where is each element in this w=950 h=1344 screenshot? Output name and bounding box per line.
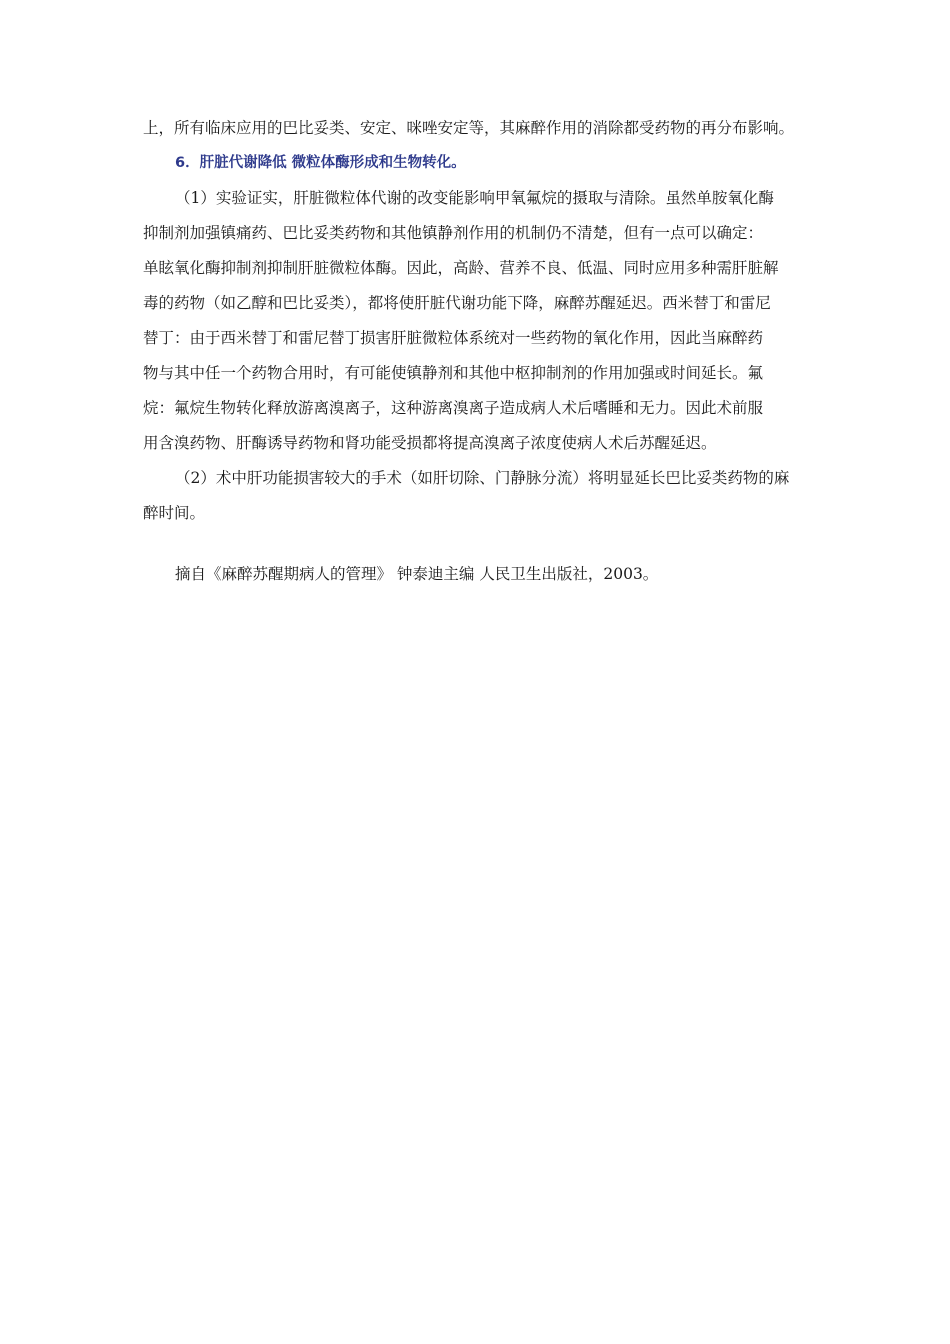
paragraph-2-line: （2）术中肝功能损害较大的手术（如肝切除、门静脉分流）将明显延长巴比妥类药物的麻 xyxy=(175,469,790,487)
paragraph-spacer xyxy=(143,540,811,566)
paragraph-1-line: 替丁：由于西米替丁和雷尼替丁损害肝脏微粒体系统对一些药物的氧化作用，因此当麻醉药 xyxy=(143,329,764,347)
paragraph-1-line: 单眩氧化酶抑制剂抑制肝脏微粒体酶。因此，高龄、营养不良、低温、同时应用多种需肝脏解 xyxy=(143,259,779,277)
paragraph-continuation: 上，所有临床应用的巴比妥类、安定、咪唑安定等，其麻醉作用的消除都受药物的再分布影响。 xyxy=(143,119,795,137)
paragraph-1-line: 烷：氟烷生物转化释放游离溴离子，这种游离溴离子造成病人术后嗜睡和无力。因此术前服 xyxy=(143,399,764,417)
paragraph-1-line: 毒的药物（如乙醇和巴比妥类），都将使肝脏代谢功能下降，麻醉苏醒延迟。西米替丁和雷尼 xyxy=(143,294,771,312)
document-body xyxy=(143,120,811,601)
paragraph-1 xyxy=(143,190,811,452)
paragraph-2-line: 醉时间。 xyxy=(143,504,206,522)
section-heading: 6．肝脏代谢降低 微粒体酶形成和生物转化。 xyxy=(175,155,466,171)
paragraph-1-line: 物与其中任一个药物合用时，有可能使镇静剂和其他中枢抑制剂的作用加强或时间延长。氟 xyxy=(143,364,764,382)
citation: 摘自《麻醉苏醒期病人的管理》 钟泰迪主编 人民卫生出版社，2003。 xyxy=(175,565,659,583)
paragraph-1-line: 抑制剂加强镇痛药、巴比妥类药物和其他镇静剂作用的机制仍不清楚，但有一点可以确定： xyxy=(143,224,764,242)
paragraph-1-line: （1）实验证实，肝脏微粒体代谢的改变能影响甲氧氟烷的摄取与清除。虽然单胺氧化酶 xyxy=(175,189,774,207)
paragraph-1-line: 用含溴药物、肝酶诱导药物和肾功能受损都将提高溴离子浓度使病人术后苏醒延迟。 xyxy=(143,434,717,452)
paragraph-2 xyxy=(143,470,811,522)
